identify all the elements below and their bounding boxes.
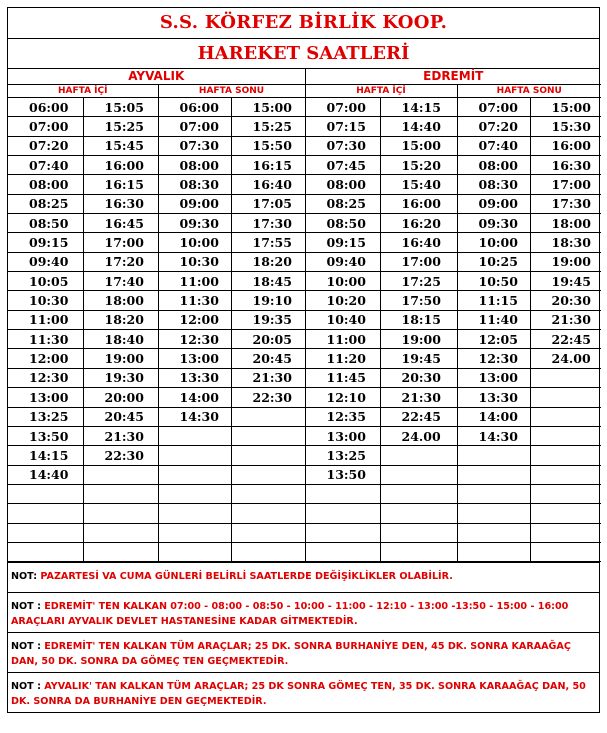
time-cell: 21:30 [380, 388, 457, 407]
time-cell: 10:05 [8, 272, 83, 291]
time-cell: 08:50 [8, 214, 83, 233]
time-cell: 12:05 [457, 330, 530, 349]
time-cell: 13:50 [8, 426, 83, 445]
table-row [8, 330, 601, 349]
table-row [8, 426, 601, 445]
time-cell: 20:45 [83, 407, 158, 426]
time-cell [231, 407, 305, 426]
time-cell: 18:45 [231, 272, 305, 291]
time-cell: 12:30 [158, 330, 231, 349]
time-cell: 13:00 [457, 368, 530, 387]
time-cell: 24.00 [530, 349, 601, 368]
table-row [8, 465, 601, 484]
time-cell: 14:40 [8, 465, 83, 484]
note-3 [8, 632, 599, 672]
time-cell [231, 446, 305, 465]
time-cell [457, 446, 530, 465]
note-text: EDREMİT' TEN KALKAN 07:00 - 08:00 - 08:50 - 10:00 - 11:00 - 12:10 - 13:00 -13:50 - 15:00 - 16:00 ARAÇLARI AYVALIK DEVLET HASTANESİNE KADAR GİTMEKTEDİR. [11, 601, 569, 628]
time-cell [380, 504, 457, 523]
time-cell [530, 446, 601, 465]
time-cell [83, 504, 158, 523]
time-cell: 14:00 [457, 407, 530, 426]
note-label: NOT : [11, 641, 41, 653]
time-cell: 08:30 [457, 175, 530, 194]
time-cell: 07:00 [158, 117, 231, 136]
time-cell: 16:30 [83, 194, 158, 213]
table-row [8, 310, 601, 329]
table-row [8, 194, 601, 213]
time-cell: 10:25 [457, 252, 530, 271]
time-cell [530, 426, 601, 445]
table-row [8, 368, 601, 387]
region-ayvalik: AYVALIK [8, 69, 305, 85]
schedule-sheet [7, 7, 600, 713]
time-cell [457, 504, 530, 523]
time-cell [158, 523, 231, 542]
time-cell: 17:40 [83, 272, 158, 291]
time-cell: 09:30 [457, 214, 530, 233]
time-cell: 16:30 [530, 156, 601, 175]
time-cell: 21:30 [83, 426, 158, 445]
table-row [8, 388, 601, 407]
time-cell: 08:50 [305, 214, 380, 233]
time-cell [231, 426, 305, 445]
time-cell [530, 465, 601, 484]
time-cell: 19:10 [231, 291, 305, 310]
table-row [8, 542, 601, 561]
time-cell [380, 542, 457, 561]
time-cell: 13:30 [457, 388, 530, 407]
time-cell [530, 407, 601, 426]
time-cell [158, 484, 231, 503]
time-cell: 13:00 [305, 426, 380, 445]
time-cell: 15:25 [231, 117, 305, 136]
cooperative-title: S.S. KÖRFEZ BİRLİK KOOP. [8, 8, 599, 39]
time-cell: 19:45 [530, 272, 601, 291]
time-cell: 06:00 [158, 98, 231, 117]
time-cell: 09:15 [8, 233, 83, 252]
time-cell: 15:00 [380, 136, 457, 155]
time-cell: 22:45 [530, 330, 601, 349]
note-4 [8, 672, 599, 712]
time-cell [530, 388, 601, 407]
region-edremit: EDREMİT [305, 69, 601, 85]
note-1 [8, 562, 599, 592]
time-cell: 17:25 [380, 272, 457, 291]
group-ayvalik-weekend: HAFTA SONU [158, 85, 305, 98]
time-cell: 08:30 [158, 175, 231, 194]
time-cell: 07:45 [305, 156, 380, 175]
time-cell: 09:40 [305, 252, 380, 271]
time-cell: 13:00 [8, 388, 83, 407]
table-row [8, 233, 601, 252]
time-cell: 15:30 [530, 117, 601, 136]
time-cell: 11:40 [457, 310, 530, 329]
time-cell: 09:15 [305, 233, 380, 252]
time-cell: 16:20 [380, 214, 457, 233]
note-label: NOT : [11, 681, 41, 693]
table-row [8, 349, 601, 368]
time-cell: 12:00 [8, 349, 83, 368]
time-cell: 07:15 [305, 117, 380, 136]
time-cell: 17:30 [231, 214, 305, 233]
group-edremit-weekend: HAFTA SONU [457, 85, 601, 98]
time-cell [457, 523, 530, 542]
time-cell [231, 542, 305, 561]
note-label: NOT: [11, 571, 38, 583]
time-cell [530, 542, 601, 561]
time-cell: 18:00 [83, 291, 158, 310]
time-cell: 17:00 [530, 175, 601, 194]
time-cell: 11:30 [158, 291, 231, 310]
time-cell: 07:00 [8, 117, 83, 136]
table-row [8, 175, 601, 194]
time-cell [8, 542, 83, 561]
table-row [8, 156, 601, 175]
note-label: NOT : [11, 601, 41, 613]
time-cell: 08:00 [305, 175, 380, 194]
time-cell: 14:40 [380, 117, 457, 136]
time-cell: 09:00 [457, 194, 530, 213]
time-cell: 07:40 [457, 136, 530, 155]
notes-section [8, 562, 599, 712]
time-cell: 16:15 [83, 175, 158, 194]
table-row [8, 407, 601, 426]
time-cell [380, 523, 457, 542]
time-cell [83, 542, 158, 561]
time-cell: 11:15 [457, 291, 530, 310]
time-cell: 12:30 [457, 349, 530, 368]
group-ayvalik-weekday: HAFTA İÇİ [8, 85, 158, 98]
time-cell [530, 368, 601, 387]
time-cell [8, 484, 83, 503]
table-row [8, 446, 601, 465]
time-cell: 07:20 [8, 136, 83, 155]
table-row [8, 117, 601, 136]
time-cell: 12:10 [305, 388, 380, 407]
time-cell: 13:25 [8, 407, 83, 426]
time-cell: 12:30 [8, 368, 83, 387]
time-cell: 11:30 [8, 330, 83, 349]
time-cell: 18:00 [530, 214, 601, 233]
time-cell: 18:30 [530, 233, 601, 252]
table-row [8, 291, 601, 310]
time-cell [8, 523, 83, 542]
table-row [8, 252, 601, 271]
time-cell: 17:00 [83, 233, 158, 252]
table-row [8, 214, 601, 233]
time-cell: 12:35 [305, 407, 380, 426]
time-cell: 11:45 [305, 368, 380, 387]
time-cell: 17:55 [231, 233, 305, 252]
time-cell: 08:25 [8, 194, 83, 213]
schedule-subtitle: HAREKET SAATLERİ [8, 39, 599, 69]
time-cell: 16:15 [231, 156, 305, 175]
time-cell: 15:25 [83, 117, 158, 136]
time-cell: 20:05 [231, 330, 305, 349]
time-cell [530, 504, 601, 523]
time-cell: 15:00 [530, 98, 601, 117]
note-text: EDREMİT' TEN KALKAN TÜM ARAÇLAR; 25 DK. SONRA BURHANİYE DEN, 45 DK. SONRA KARAAĞAÇ DAN, 50 DK. SONRA DA GÖMEÇ TEN GEÇMEKTEDİR. [11, 641, 571, 668]
time-cell: 17:30 [530, 194, 601, 213]
time-cell: 17:00 [380, 252, 457, 271]
time-cell: 19:35 [231, 310, 305, 329]
time-cell: 19:30 [83, 368, 158, 387]
note-2 [8, 592, 599, 632]
time-cell: 09:30 [158, 214, 231, 233]
time-cell [83, 465, 158, 484]
note-text: AYVALIK' TAN KALKAN TÜM ARAÇLAR; 25 DK SONRA GÖMEÇ TEN, 35 DK. SONRA KARAAĞAÇ DAN, 50 DK. SONRA DA BURHANİYE DEN GEÇMEKTEDİR. [11, 681, 586, 708]
time-cell [457, 484, 530, 503]
note-text: PAZARTESİ VA CUMA GÜNLERİ BELİRLİ SAATLERDE DEĞİŞİKLİKLER OLABİLİR. [37, 571, 453, 583]
time-cell [305, 523, 380, 542]
time-cell: 15:45 [83, 136, 158, 155]
time-cell: 13:25 [305, 446, 380, 465]
time-cell: 15:40 [380, 175, 457, 194]
time-cell: 21:30 [530, 310, 601, 329]
time-cell: 14:30 [158, 407, 231, 426]
table-row [8, 136, 601, 155]
table-row [8, 98, 601, 117]
time-cell: 16:00 [83, 156, 158, 175]
time-cell [83, 484, 158, 503]
time-cell: 07:00 [457, 98, 530, 117]
time-cell: 17:05 [231, 194, 305, 213]
time-cell: 13:00 [158, 349, 231, 368]
time-cell: 19:00 [83, 349, 158, 368]
time-cell: 16:45 [83, 214, 158, 233]
time-cell [530, 523, 601, 542]
time-cell [305, 542, 380, 561]
time-cell: 13:30 [158, 368, 231, 387]
time-cell [530, 484, 601, 503]
time-cell: 17:20 [83, 252, 158, 271]
time-cell: 19:00 [380, 330, 457, 349]
time-cell [457, 542, 530, 561]
time-cell: 16:00 [530, 136, 601, 155]
time-cell: 14:00 [158, 388, 231, 407]
time-cell: 13:50 [305, 465, 380, 484]
time-cell: 16:40 [231, 175, 305, 194]
time-cell: 10:30 [158, 252, 231, 271]
time-cell: 09:40 [8, 252, 83, 271]
time-cell: 06:00 [8, 98, 83, 117]
time-cell: 08:00 [8, 175, 83, 194]
time-cell: 08:25 [305, 194, 380, 213]
time-cell [380, 446, 457, 465]
time-cell [158, 426, 231, 445]
time-cell: 21:30 [231, 368, 305, 387]
time-cell: 10:40 [305, 310, 380, 329]
time-cell [457, 465, 530, 484]
time-cell: 11:00 [305, 330, 380, 349]
time-cell: 10:20 [305, 291, 380, 310]
time-cell: 15:00 [231, 98, 305, 117]
time-cell: 10:30 [8, 291, 83, 310]
time-cell: 14:15 [8, 446, 83, 465]
time-cell: 20:00 [83, 388, 158, 407]
timetable [8, 69, 601, 562]
time-cell: 17:50 [380, 291, 457, 310]
time-cell [231, 465, 305, 484]
time-cell: 07:00 [305, 98, 380, 117]
time-cell: 16:00 [380, 194, 457, 213]
time-cell: 09:00 [158, 194, 231, 213]
time-cell [158, 542, 231, 561]
time-cell: 07:30 [305, 136, 380, 155]
time-cell: 10:00 [305, 272, 380, 291]
time-cell [305, 484, 380, 503]
time-cell: 22:45 [380, 407, 457, 426]
time-cell: 08:00 [457, 156, 530, 175]
time-cell: 08:00 [158, 156, 231, 175]
table-row [8, 272, 601, 291]
time-cell: 19:45 [380, 349, 457, 368]
time-cell: 24.00 [380, 426, 457, 445]
time-cell: 10:50 [457, 272, 530, 291]
time-cell: 10:00 [158, 233, 231, 252]
time-cell: 11:20 [305, 349, 380, 368]
time-cell: 20:45 [231, 349, 305, 368]
time-cell [380, 484, 457, 503]
time-cell [83, 523, 158, 542]
time-cell: 15:50 [231, 136, 305, 155]
time-cell [231, 504, 305, 523]
time-cell: 22:30 [83, 446, 158, 465]
time-cell: 07:20 [457, 117, 530, 136]
time-cell [158, 446, 231, 465]
time-cell: 07:40 [8, 156, 83, 175]
time-cell: 15:05 [83, 98, 158, 117]
time-cell: 18:20 [83, 310, 158, 329]
time-cell [305, 504, 380, 523]
time-cell [231, 523, 305, 542]
time-cell [158, 465, 231, 484]
time-cell [231, 484, 305, 503]
time-cell: 18:40 [83, 330, 158, 349]
time-cell [8, 504, 83, 523]
time-cell: 20:30 [380, 368, 457, 387]
table-row [8, 504, 601, 523]
time-cell [158, 504, 231, 523]
time-cell: 14:15 [380, 98, 457, 117]
time-cell: 22:30 [231, 388, 305, 407]
time-cell: 20:30 [530, 291, 601, 310]
table-row [8, 523, 601, 542]
time-cell: 11:00 [158, 272, 231, 291]
time-cell: 14:30 [457, 426, 530, 445]
group-edremit-weekday: HAFTA İÇİ [305, 85, 457, 98]
time-cell: 18:20 [231, 252, 305, 271]
time-cell: 12:00 [158, 310, 231, 329]
table-row [8, 484, 601, 503]
time-cell: 19:00 [530, 252, 601, 271]
time-cell: 18:15 [380, 310, 457, 329]
time-cell: 15:20 [380, 156, 457, 175]
time-cell [380, 465, 457, 484]
time-cell: 11:00 [8, 310, 83, 329]
time-cell: 07:30 [158, 136, 231, 155]
time-cell: 16:40 [380, 233, 457, 252]
time-cell: 10:00 [457, 233, 530, 252]
